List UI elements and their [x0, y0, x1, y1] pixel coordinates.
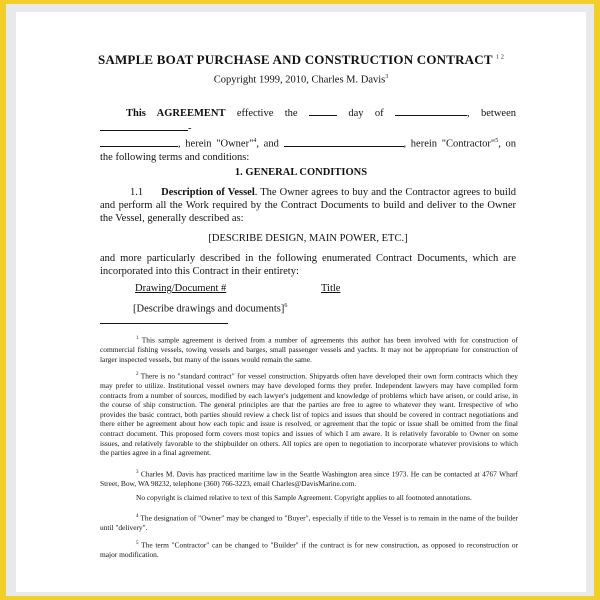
copyright-line: Copyright 1999, 2010, Charles M. Davis$^3$: [213, 74, 389, 86]
footnote-3: $^3$ Charles M. Davis has practiced maritime law in the Seattle Washington area since 1973. He can be contacted at 4767 Wharf Street, Bow, WA 98232, telephone (360) 766-3223, email Charles@DavisMarine.com.: [100, 469, 518, 489]
placeholder-drawings: [Describe drawings and documents]$^6$: [133, 303, 288, 315]
footnote-separator: [100, 323, 228, 324]
agreement-paragraph: This AGREEMENT effective the day of , between - , herein "Owner"$^4$, and , herein "Contractor"$^5$, on the following terms and conditions:: [100, 105, 516, 164]
footnote-2: $^2$ There is no "standard contract" for vessel construction. Shipyards often have developed their own form contracts which they may prefer to utilize. Institutional vessel owners may have developed forms they prefer. Independent lawyers may have compiled form contracts from a number of sources, modified by each lawyer's judgement and knowledge of problems which have arisen, or could arise, in the course of ship construction. The general principles are that the parties are free to agree to whatever they want. Irrespective of who provides the basic contract, both parties should review a check list of topics and issues that should be covered in contract negotiations and there either be agreement about how each topic and issue is resolved, or agreement that the topic or issue shall be omitted from the final contract document. This proposed form covers most topics and issues of which I am aware. It is relatively favorable to Owner on some issues, and relatively favorable to the shipbuilder on others. All topics are open to negotiation to incorporate whatever provisions to which the parties agree in a final agreement.: [100, 371, 518, 458]
clause-1-1: 1.1 Description of Vessel. The Owner agrees to buy and the Contractor agrees to build and perform all the Work required by the Contract Documents to build and deliver to the Owner the Vessel, generally described as:: [100, 187, 516, 224]
footnote-copyright-note: No copyright is claimed relative to text of this Sample Agreement. Copyright applies to all footnoted annotations.: [136, 493, 472, 502]
footnote-4: $^4$ The designation of "Owner" may be changed to "Buyer", especially if title to the Vessel is to remain in the name of the builder until "delivery".: [100, 513, 518, 533]
document-title: SAMPLE BOAT PURCHASE AND CONSTRUCTION CONTRACT $^{1 2}$: [97, 52, 505, 67]
placeholder-design: [DESCRIBE DESIGN, MAIN POWER, ETC.]: [208, 233, 408, 244]
footnote-1: $^1$ This sample agreement is derived from a number of agreements this author has been involved with for construction of commercial fishing vessels, towing vessels and barges, small passenger vessels and yachts. It may not be appropriate for construction of larger inspected vessels, but many of the issues would remain the same.: [100, 335, 518, 364]
column-drawing-document: Drawing/Document #: [135, 283, 227, 294]
blank-owner-line1[interactable]: [100, 120, 188, 131]
blank-contractor-field[interactable]: [284, 136, 404, 147]
copyright-footnote-ref: 3: [385, 74, 389, 80]
blank-day-field[interactable]: [309, 105, 337, 116]
column-title: Title: [321, 283, 341, 294]
document-page: [16, 12, 586, 592]
blank-month-field[interactable]: [395, 105, 467, 116]
enumerated-documents-paragraph: and more particularly described in the following enumerated Contract Documents, which are incorporated into this Contract in their entirety:: [100, 253, 516, 277]
blank-owner-line2[interactable]: [100, 136, 178, 147]
page-frame: [6, 4, 594, 596]
section-heading: 1. GENERAL CONDITIONS: [234, 167, 368, 178]
footnote-5: $^5$ The term "Contractor" can be changed to "Builder" if the contract is for new construction, as opposed to reconstruction or major modification.: [100, 540, 519, 560]
title-footnote-refs: 1 2: [495, 54, 505, 61]
